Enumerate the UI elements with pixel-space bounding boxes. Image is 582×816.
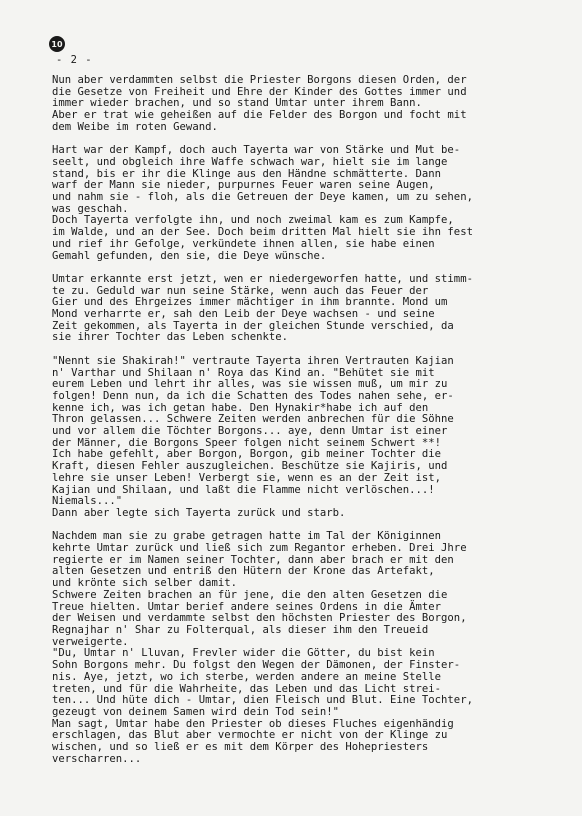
- text-line: Ich habe gefehlt, aber Borgon, Borgon, gib meiner Tochter die: [52, 448, 442, 461]
- text-line: "Du, Umtar n' Lluvan, Frevler wider die Götter, du bist kein: [52, 647, 435, 660]
- text-line: dem Weibe im roten Gewand.: [52, 120, 218, 133]
- text-line: der Männer, die Borgons Speer folgen nicht seinem Schwert **!: [52, 436, 442, 449]
- text-line: Nun aber verdammten selbst die Priester Borgons diesen Orden, der: [52, 74, 467, 86]
- text-line: te zu. Geduld war nun seine Stärke, wenn auch das Feuer der: [52, 284, 429, 297]
- text-line: nis. Aye, jetzt, wo ich sterbe, werden andere an meine Stelle: [52, 670, 442, 683]
- text-line: Schwere Zeiten brachen an für jene, die den alten Gesetzen die: [52, 588, 448, 601]
- text-line: sie ihrer Tochter das Leben schenkte.: [52, 331, 288, 344]
- page-badge: 10: [49, 36, 65, 52]
- text-line: und vor allem die Töchter Borgons... aye, denn Umtar ist einer: [52, 425, 448, 438]
- text-line: verweigerte.: [52, 635, 129, 648]
- text-line: wischen, und so ließ er es mit dem Körper des Hohepriesters: [52, 741, 429, 754]
- text-line: Kraft, diesen Fehler auszugleichen. Beschütze sie Kajiris, und: [52, 460, 448, 473]
- text-line: verscharren...: [52, 752, 142, 765]
- text-line: Doch Tayerta verfolgte ihn, und noch zweimal kam es zum Kampfe,: [52, 214, 454, 227]
- text-line: Umtar erkannte erst jetzt, wen er niedergeworfen hatte, und stimm-: [52, 272, 473, 285]
- text-line: Man sagt, Umtar habe den Priester ob dieses Fluches eigenhändig: [52, 717, 454, 730]
- text-line: erschlagen, das Blut aber vermochte er nicht von der Klinge zu: [52, 729, 448, 742]
- text-line: die Gesetze von Freiheit und Ehre der Kinder des Gottes immer und: [52, 85, 467, 98]
- text-line: und krönte sich selber damit.: [52, 577, 237, 590]
- text-line: Thron gelassen... Schwere Zeiten werden anbrechen für die Söhne: [52, 413, 454, 426]
- text-line: Regnajhar n' Shar zu Folterqual, als dieser ihm den Treueid: [52, 623, 429, 636]
- text-line: Treue hielten. Umtar berief andere seines Ordens in die Ämter: [52, 600, 442, 613]
- body-text: [52, 75, 552, 765]
- text-line: n' Varthar und Shilaan n' Roya das Kind an. "Behütet sie mit: [52, 366, 435, 379]
- text-line: Nachdem man sie zu grabe getragen hatte im Tal der Königinnen: [52, 530, 442, 543]
- text-line: und rief ihr Gefolge, verkündete ihnen allen, sie habe einen: [52, 237, 435, 250]
- text-line: immer wieder brachen, und so stand Umtar unter ihrem Bann.: [52, 97, 422, 110]
- text-line: kehrte Umtar zurück und ließ sich zum Regantor erheben. Drei Jhre: [52, 542, 467, 555]
- text-line: Gemahl gefunden, den sie, die Deye wünsche.: [52, 249, 327, 262]
- text-line: Aber er trat wie geheißen auf die Felder des Borgon und focht mit: [52, 109, 467, 122]
- text-line: treten, und für die Wahrheite, das Leben und das Licht strei-: [52, 682, 442, 695]
- text-line: Hart war der Kampf, doch auch Tayerta war von Stärke und Mut be-: [52, 144, 461, 157]
- text-line: Niemals...": [52, 495, 123, 508]
- text-line: und nahm sie - floh, als die Getreuen der Deye kamen, um zu sehen,: [52, 191, 473, 204]
- text-line: Zeit gekommen, als Tayerta in der gleichen Stunde verschied, da: [52, 319, 454, 332]
- text-line: gezeugt von deinem Samen wird dein Tod sein!": [52, 705, 340, 718]
- text-line: folgen! Denn nun, da ich die Schatten des Todes nahen sehe, er-: [52, 389, 454, 402]
- text-line: kenne ich, was ich getan habe. Den Hynakir*habe ich auf den: [52, 401, 429, 414]
- page-number: - 2 -: [56, 54, 93, 66]
- text-line: was geschah.: [52, 202, 129, 215]
- text-line: im Walde, und an der See. Doch beim dritten Mal hielt sie ihn fest: [52, 226, 473, 239]
- text-line: alten Gesetzen und entriß den Hütern der Krone das Artefakt,: [52, 565, 435, 578]
- text-line: warf der Mann sie nieder, purpurnes Feuer waren seine Augen,: [52, 179, 435, 192]
- text-line: der Weisen und verdammte selbst den höchsten Priester des Borgon,: [52, 612, 467, 625]
- text-line: "Nennt sie Shakirah!" vertraute Tayerta ihren Vertrauten Kajian: [52, 354, 454, 367]
- text-line: regierte er im Namen seiner Tochter, dann aber brach er mit den: [52, 553, 454, 566]
- text-line: stand, bis er ihr die Klinge aus den Händne schmätterte. Dann: [52, 167, 442, 180]
- text-line: eurem Leben und lehrt ihr alles, was sie wissen muß, um mir zu: [52, 378, 448, 391]
- text-line: seelt, und obgleich ihre Waffe schwach war, hielt sie im lange: [52, 155, 448, 168]
- text-line: ten... Und hüte dich - Umtar, dien Fleisch und Blut. Eine Tochter,: [52, 694, 473, 707]
- text-line: Kajian und Shilaan, und laßt die Flamme nicht verlöschen...!: [52, 483, 435, 496]
- text-line: Sohn Borgons mehr. Du folgst den Wegen der Dämonen, der Finster-: [52, 659, 461, 672]
- text-line: Gier und des Ehrgeizes immer mächtiger in ihm brannte. Mond um: [52, 296, 448, 309]
- text-line: Mond verharrte er, sah den Leib der Deye wachsen - und seine: [52, 308, 435, 321]
- text-line: Dann aber legte sich Tayerta zurück und starb.: [52, 506, 346, 519]
- text-line: lehre sie unser Leben! Verbergt sie, wenn es an der Zeit ist,: [52, 471, 442, 484]
